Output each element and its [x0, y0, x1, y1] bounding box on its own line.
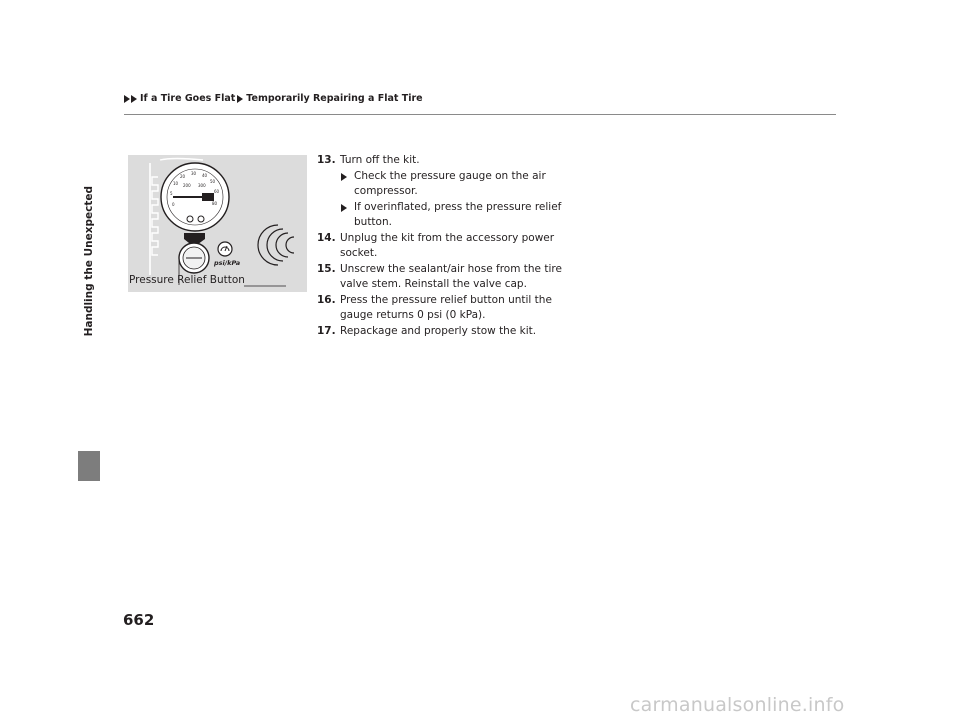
- page-number: 662: [123, 611, 155, 629]
- double-arrow-icon: [124, 95, 138, 103]
- svg-text:10: 10: [173, 181, 179, 186]
- svg-text:30: 30: [191, 171, 197, 176]
- pressure-relief-button-label: Pressure Relief Button: [129, 274, 245, 286]
- svg-text:0: 0: [172, 202, 175, 207]
- bullet-arrow-icon: [341, 204, 348, 212]
- breadcrumb-item-repair[interactable]: Temporarily Repairing a Flat Tire: [246, 93, 423, 104]
- chapter-tab-label: Handling the Unexpected: [83, 185, 95, 337]
- step-text: Unscrew the sealant/air hose from the tire valve stem. Reinstall the valve cap.: [340, 262, 562, 290]
- svg-text:40: 40: [202, 173, 208, 178]
- substep-text: Check the pressure gauge on the air compressor.: [354, 169, 546, 197]
- watermark: carmanualsonline.info: [630, 694, 845, 716]
- step-number: 17.: [317, 324, 336, 337]
- step-number: 13.: [317, 154, 336, 166]
- breadcrumb: [124, 93, 423, 104]
- step-15: [317, 262, 567, 293]
- substep: [317, 169, 567, 200]
- svg-text:300: 300: [198, 183, 206, 188]
- step-text: Repackage and properly stow the kit.: [340, 324, 537, 337]
- step-16: [317, 293, 567, 324]
- substep: [317, 200, 567, 231]
- procedure-steps: [317, 153, 567, 339]
- chapter-tab-marker: [78, 451, 100, 481]
- breadcrumb-item-flat-tire[interactable]: If a Tire Goes Flat: [140, 93, 236, 104]
- step-14: [317, 231, 567, 262]
- svg-text:60: 60: [214, 189, 220, 194]
- svg-text:80: 80: [212, 201, 218, 206]
- step-number: 15.: [317, 262, 336, 275]
- step-number: 14.: [317, 231, 336, 244]
- header-rule: [124, 114, 836, 115]
- svg-text:5: 5: [170, 191, 173, 196]
- step-13: [317, 153, 567, 169]
- svg-text:20: 20: [180, 174, 186, 179]
- step-text: Unplug the kit from the accessory power socket.: [340, 231, 555, 259]
- step-text: Press the pressure relief button until the gauge returns 0 psi (0 kPa).: [340, 293, 552, 321]
- substep-text: If overinflated, press the pressure relief button.: [354, 200, 562, 228]
- svg-text:200: 200: [183, 183, 191, 188]
- step-17: [317, 324, 567, 340]
- arrow-icon: [237, 95, 244, 103]
- step-text: Turn off the kit.: [340, 154, 420, 166]
- svg-text:50: 50: [210, 179, 216, 184]
- chapter-tab[interactable]: [78, 62, 100, 460]
- step-number: 16.: [317, 293, 336, 306]
- bullet-arrow-icon: [341, 173, 348, 181]
- compressor-illustration: [128, 155, 307, 292]
- gauge-unit-label: psi/kPa: [214, 259, 241, 267]
